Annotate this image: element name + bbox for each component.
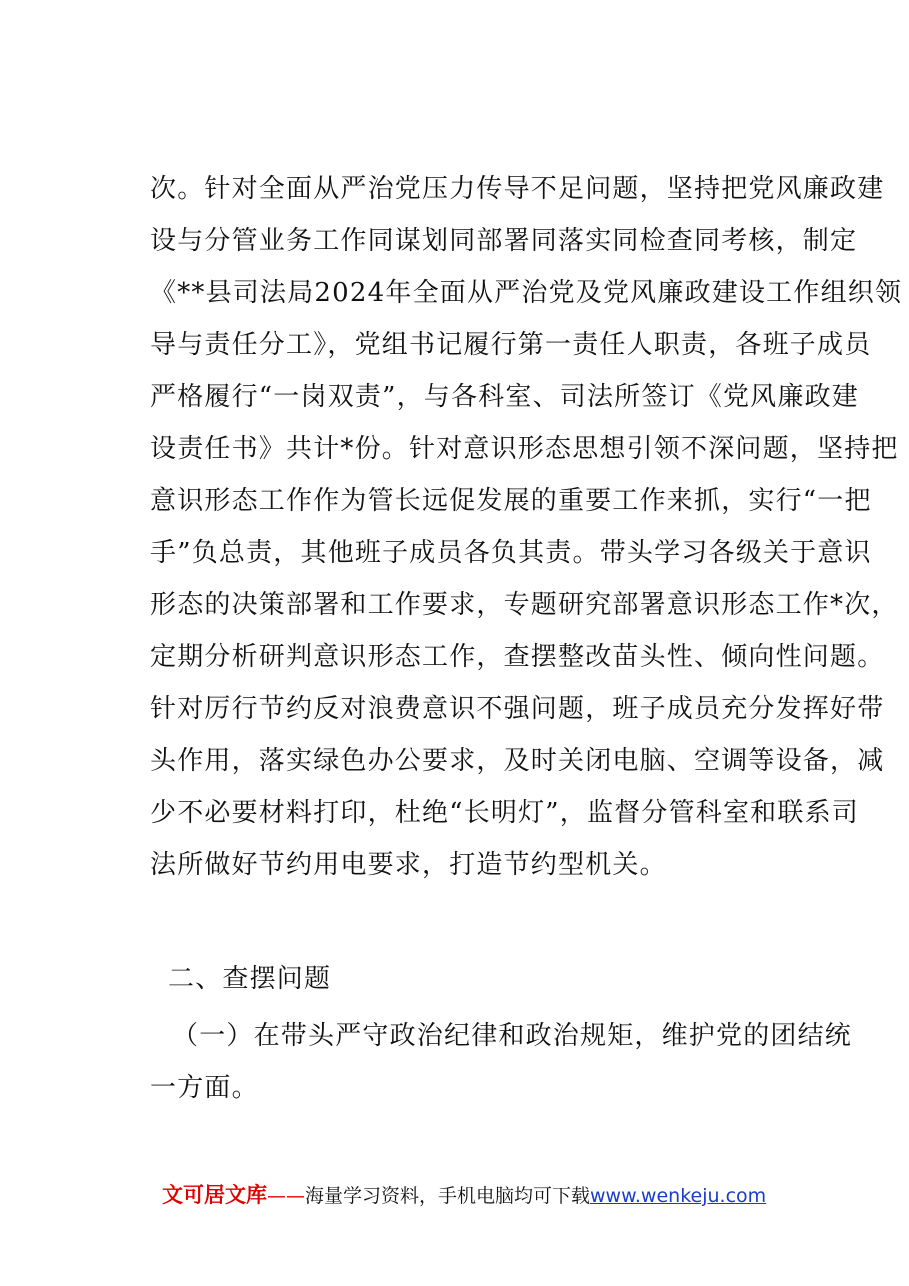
paragraph-line: 形态的决策部署和工作要求，专题研究部署意识形态工作*次， — [150, 590, 899, 620]
paragraph-line: 定期分析研判意识形态工作，查摆整改苗头性、倾向性问题。 — [150, 642, 885, 672]
paragraph-line: 设与分管业务工作同谋划同部署同落实同检查同考核，制定 — [150, 226, 858, 256]
footer-dash: —— — [267, 1185, 305, 1207]
subsection-line: 一方面。 — [150, 1073, 259, 1103]
footer-banner — [162, 1180, 782, 1211]
paragraph-line: 次。针对全面从严治党压力传导不足问题，坚持把党风廉政建 — [150, 174, 885, 204]
paragraph-line: 严格履行“一岗双责”，与各科室、司法所签订《党风廉政建 — [150, 382, 859, 412]
subsection-line: （一）在带头严守政治纪律和政治规矩，维护党的团结统 — [172, 1021, 853, 1051]
footer-brand: 文可居文库 — [162, 1183, 267, 1207]
paragraph-line: 意识形态工作作为管长远促发展的重要工作来抓，实行“一把 — [150, 486, 872, 516]
subsection-paragraph — [150, 1010, 853, 1114]
paragraph-line: 针对厉行节约反对浪费意识不强问题，班子成员充分发挥好带 — [150, 694, 885, 724]
footer-description: 海量学习资料，手机电脑均可下载 — [305, 1185, 591, 1207]
paragraph-line: 《**县司法局2024年全面从严治党及党风廉政建设工作组织领 — [150, 278, 903, 308]
paragraph-line: 手”负总责，其他班子成员各负其责。带头学习各级关于意识 — [150, 538, 872, 568]
paragraph-line: 头作用，落实绿色办公要求，及时关闭电脑、空调等设备，减 — [150, 746, 885, 776]
footer-link[interactable]: www.wenkeju.com — [590, 1185, 767, 1207]
paragraph-line: 导与责任分工》，党组书记履行第一责任人职责，各班子成员 — [150, 330, 872, 360]
body-paragraph — [150, 163, 903, 891]
paragraph-line: 设责任书》共计*份。针对意识形态思想引领不深问题，坚持把 — [150, 434, 899, 464]
section-heading: 二、查摆问题 — [168, 964, 332, 994]
paragraph-line: 法所做好节约用电要求，打造节约型机关。 — [150, 850, 667, 880]
paragraph-line: 少不必要材料打印，杜绝“长明灯”，监督分管科室和联系司 — [150, 798, 859, 828]
